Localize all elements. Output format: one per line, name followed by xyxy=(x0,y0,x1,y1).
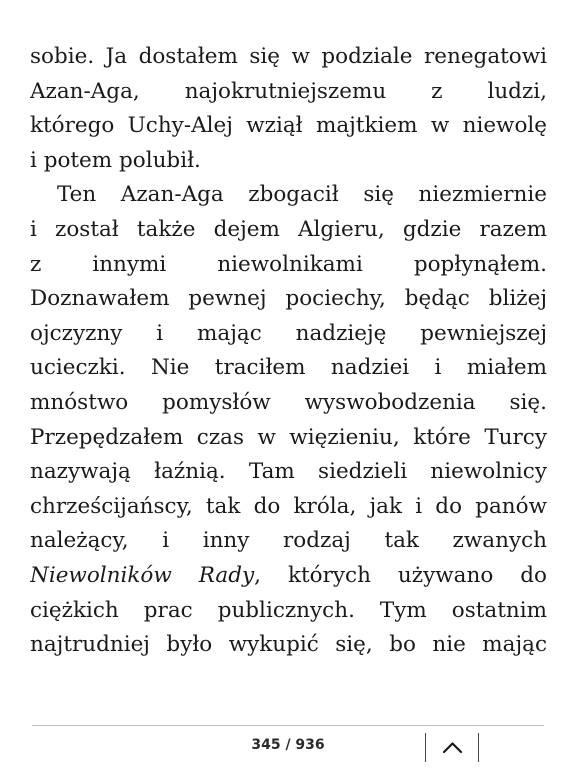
text-line xyxy=(30,144,547,179)
text-segment: , których używano do xyxy=(254,562,547,588)
text-line xyxy=(30,248,547,283)
text-line xyxy=(30,282,547,317)
text-line xyxy=(30,40,547,75)
text-segment: z innymi niewolnikami popłynąłem. xyxy=(30,251,547,277)
text-segment: nazywają łaźnią. Tam siedzieli niewolnicy xyxy=(30,459,547,485)
text-segment: Azan-Aga, najokrutniejszemu z ludzi, xyxy=(30,78,547,104)
text-segment: ojczyzny i mając nadzieję pewniejszej xyxy=(30,320,547,346)
text-line xyxy=(30,524,547,559)
text-segment: i został także dejem Algieru, gdzie razem xyxy=(30,216,547,242)
menu-toggle-button[interactable] xyxy=(425,733,479,762)
text-line xyxy=(30,213,547,248)
italic-text: Niewolników Rady xyxy=(30,562,255,588)
text-line xyxy=(30,628,547,663)
text-line xyxy=(30,317,547,352)
text-line xyxy=(30,421,547,456)
reader-footer xyxy=(32,725,544,769)
text-line xyxy=(30,386,547,421)
text-segment: sobie. Ja dostałem się w podziale renegatowi xyxy=(30,44,547,69)
text-line xyxy=(30,490,547,525)
text-line xyxy=(30,75,547,110)
text-segment: mnóstwo pomysłów wyswobodzenia się. xyxy=(30,389,547,415)
text-line xyxy=(30,178,547,213)
text-line xyxy=(30,559,547,594)
book-page-text xyxy=(30,40,547,663)
text-segment: i potem polubił. xyxy=(30,147,201,173)
text-segment: Ten Azan-Aga zbogacił się niezmiernie xyxy=(57,182,547,208)
text-line xyxy=(30,351,547,386)
text-line xyxy=(30,109,547,144)
text-segment: najtrudniej było wykupić się, bo nie mając xyxy=(30,632,547,658)
text-segment: Doznawałem pewnej pociechy, będąc bliżej xyxy=(30,286,547,312)
text-line xyxy=(30,455,547,490)
text-segment: należący, i inny rodzaj tak zwanych xyxy=(30,528,547,554)
text-segment: ucieczki. Nie traciłem nadziei i miałem xyxy=(30,355,547,381)
text-segment: chrześcijańscy, tak do króla, jak i do panów xyxy=(30,493,547,519)
page-indicator[interactable]: 345 / 936 xyxy=(251,737,325,753)
text-segment: Przepędzałem czas w więzieniu, które Turcy xyxy=(30,424,547,450)
text-segment: którego Uchy-Alej wziął majtkiem w niewolę xyxy=(30,113,547,139)
text-segment: ciężkich prac publicznych. Tym ostatnim xyxy=(30,597,547,623)
text-line xyxy=(30,594,547,629)
chevron-up-icon xyxy=(442,741,463,754)
